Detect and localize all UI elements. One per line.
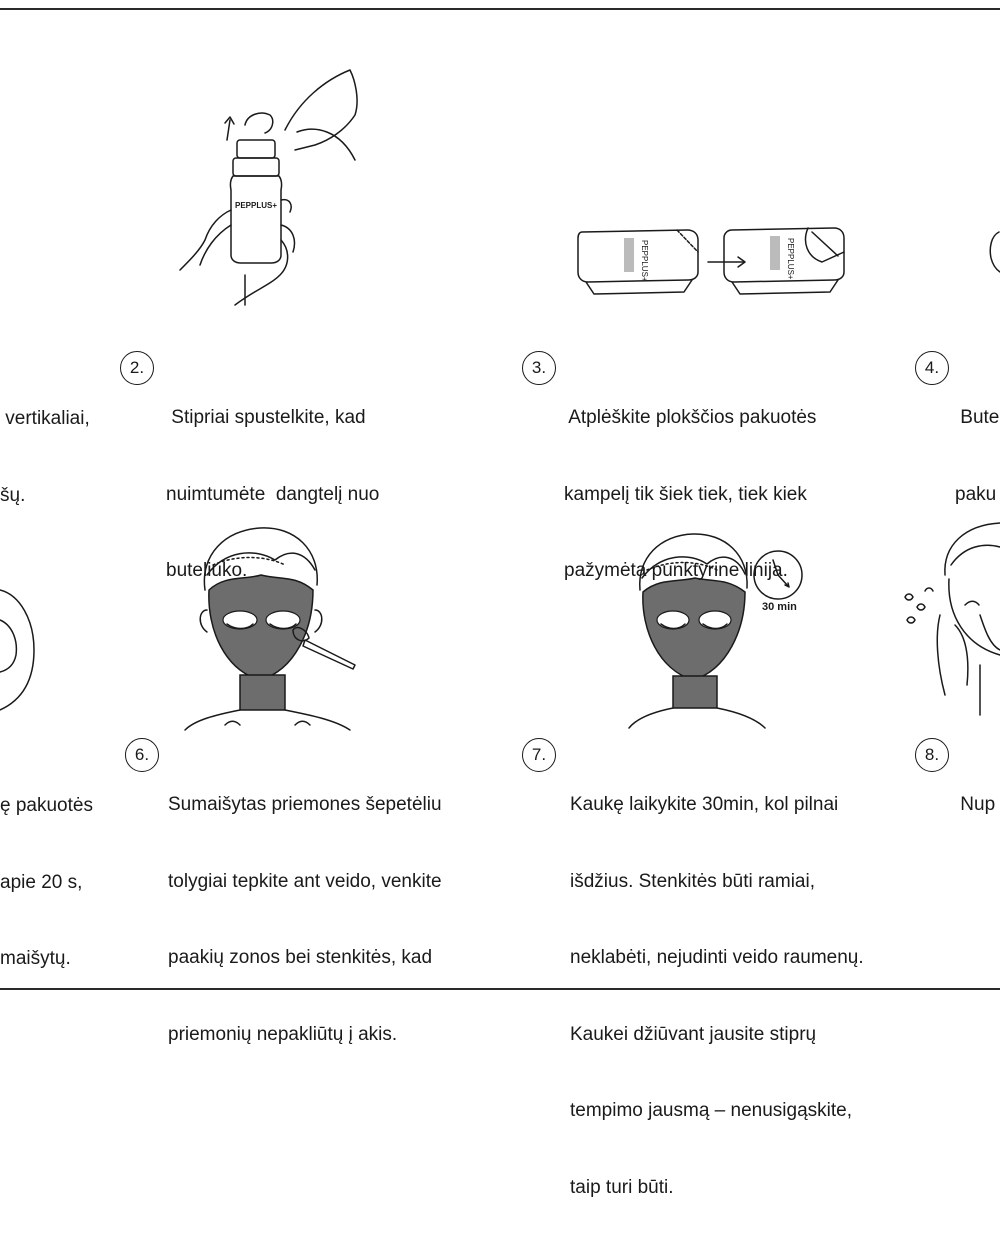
- step-number: 3.: [522, 351, 556, 385]
- step-5-line-3: maišytų.: [0, 948, 71, 969]
- step-4-line-1: Bute: [955, 407, 1000, 428]
- top-border: [0, 8, 1000, 10]
- sachet-label-2: PEPPLUS+: [786, 238, 795, 280]
- step-6-line-4: priemonių nepakliūtų į akis.: [168, 1023, 398, 1045]
- step-7-line-2: išdžius. Stenkitės būti ramiai,: [570, 870, 815, 892]
- step-2-line-1: Stipriai spustelkite, kad: [166, 407, 366, 428]
- step-6-line-3: paakių zonos bei stenkitės, kad: [168, 947, 433, 968]
- step-1-line-2: šų.: [0, 484, 26, 506]
- arrow-right-icon: [708, 257, 745, 267]
- step-number: 6.: [125, 738, 159, 772]
- step-1-line-1: vertikaliai,: [0, 408, 90, 429]
- sachet-label-1: PEPPLUS+: [640, 240, 649, 282]
- step-number: 2.: [120, 351, 154, 385]
- step-number: 8.: [915, 738, 949, 772]
- partial-sachet-icon: [0, 570, 40, 720]
- step-8-line-1: Nup: [955, 794, 996, 815]
- step-7-line-5: tempimo jausmą – nenusigąskite,: [570, 1100, 852, 1121]
- sachet-peel-icon: [572, 222, 842, 302]
- step-6-line-2: tolygiai tepkite ant veido, venkite: [168, 870, 442, 892]
- step-2-line-2: nuimtumėte dangtelį nuo: [166, 483, 380, 505]
- step-7-line-4: Kaukei džiūvant jausite stiprų: [570, 1023, 817, 1045]
- partial-bottle-icon: [985, 228, 1000, 278]
- timer-label: 30 min: [762, 601, 797, 613]
- step-4-line-2: paku: [955, 483, 997, 505]
- step-5-line-1: ę pakuotės: [0, 795, 93, 816]
- step-7-line-3: neklabėti, nejudinti veido raumenų.: [570, 947, 864, 968]
- step-number: 7.: [522, 738, 556, 772]
- bottle-label: PEPPLUS+: [235, 201, 278, 210]
- step-3-line-2: kampelį tik šiek tiek, tiek kiek: [564, 483, 807, 505]
- step-3-line-3: pažymėta punktyrine linija.: [564, 560, 788, 581]
- step-2-line-3: buteliuko.: [166, 560, 248, 581]
- step-5-line-2: apie 20 s,: [0, 871, 83, 893]
- step-6-line-1: Sumaišytas priemones šepetėliu: [168, 794, 442, 815]
- step-7-line-6: taip turi būti.: [570, 1176, 674, 1198]
- step-number: 4.: [915, 351, 949, 385]
- step-7-line-1: Kaukę laikykite 30min, kol pilnai: [570, 794, 839, 815]
- step-3-line-1: Atplėškite plokščios pakuotės: [564, 407, 817, 428]
- bottle-cap-icon: [175, 60, 375, 310]
